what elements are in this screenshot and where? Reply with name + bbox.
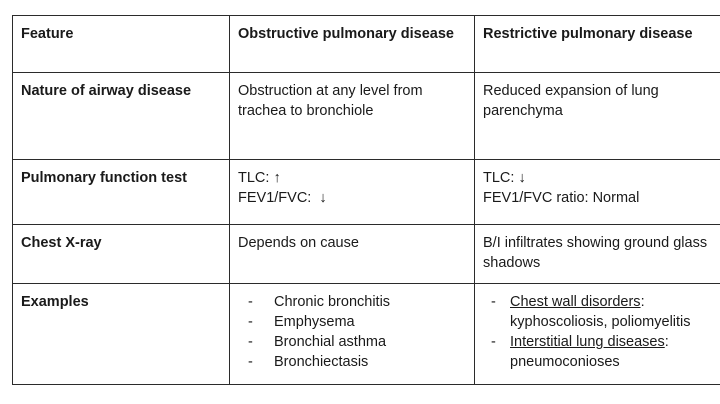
list-item [238,292,466,312]
example-chronic-bronchitis: Chronic bronchitis [274,294,391,310]
feature-nature-of-airway-disease: Nature of airway disease [13,73,230,160]
comparison-table-container [12,15,720,385]
example-emphysema: Emphysema [274,314,355,330]
restrictive-fev1-fvc: FEV1/FVC ratio: Normal [483,190,640,206]
obstructive-fev1-fvc: FEV1/FVC: ↓ [238,190,327,206]
list-item [238,312,466,332]
feature-examples: Examples [13,284,230,385]
obstructive-tlc: TLC: ↑ [238,170,281,186]
header-obstructive: Obstructive pulmonary disease [230,16,475,73]
obstructive-nature: Obstruction at any level from trachea to bronchiole [230,73,475,160]
restrictive-pft [475,160,720,225]
restrictive-tlc: TLC: ↓ [483,170,526,186]
dash-bullet: - [248,314,253,330]
obstructive-examples-list [238,292,466,372]
table-row [13,73,720,160]
list-item [238,352,466,372]
dash-bullet: - [491,334,496,350]
list-item [238,332,466,352]
restrictive-nature: Reduced expansion of lung parenchyma [475,73,720,160]
obstructive-pft [230,160,475,225]
table-row [13,284,720,385]
table-header-row [13,16,720,73]
obstructive-examples [230,284,475,385]
restrictive-examples-list [483,292,712,372]
term-colon: : [664,334,669,350]
pulmonary-disease-comparison-table [12,15,720,385]
header-restrictive: Restrictive pulmonary disease [475,16,720,73]
example-bronchiectasis: Bronchiectasis [274,354,369,370]
feature-pulmonary-function-test: Pulmonary function test [13,160,230,225]
list-item [483,332,712,372]
table-row [13,225,720,284]
term-interstitial-lung-diseases: Interstitial lung diseases [510,334,665,350]
detail-chest-wall-disorders: kyphoscoliosis, poliomyelitis [510,314,691,330]
list-item [483,292,712,332]
restrictive-xray: B/I infiltrates showing ground glass shadows [475,225,720,284]
restrictive-examples [475,284,720,385]
term-colon: : [640,294,645,310]
header-feature: Feature [13,16,230,73]
table-row [13,160,720,225]
dash-bullet: - [491,294,496,310]
detail-interstitial-lung-diseases: pneumoconioses [510,354,620,370]
term-chest-wall-disorders: Chest wall disorders [510,294,641,310]
feature-chest-x-ray: Chest X-ray [13,225,230,284]
example-bronchial-asthma: Bronchial asthma [274,334,387,350]
dash-bullet: - [248,294,253,310]
dash-bullet: - [248,334,253,350]
dash-bullet: - [248,354,253,370]
obstructive-xray: Depends on cause [230,225,475,284]
